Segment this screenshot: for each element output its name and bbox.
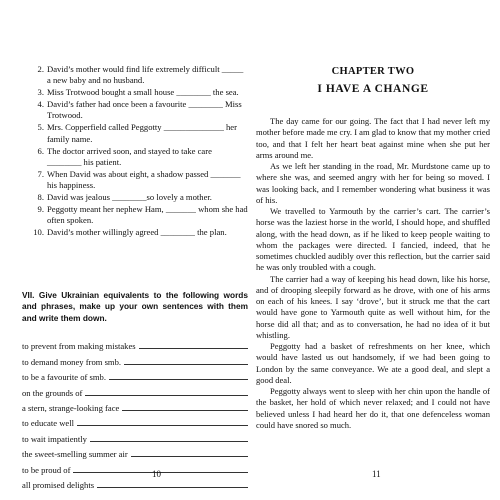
exercise-text: Peggotty meant her nephew Ham, _______ whom she had often spoken. bbox=[47, 204, 250, 226]
paragraph: The carrier had a way of keeping his head down, like his horse, and of drooping sleepily forward as he drove, with one of his arms on each of his knees. I say ‘drove’, but it struck me that the cart would have gone to Yarmouth quite as well without him, for the horse did all that; and as to conversation, he had no idea of it but whistling. bbox=[256, 273, 490, 340]
answer-line bbox=[85, 395, 248, 396]
exercise-item bbox=[22, 227, 248, 238]
chapter-body bbox=[256, 116, 490, 431]
exercise-item bbox=[22, 169, 248, 191]
paragraph: We travelled to Yarmouth by the carrier’s cart. The carrier’s horse was the laziest horse in the world, I should hope, and shuffled along, with the head down, as if he liked to keep people waiting to whom the packages were directed. I fancied, indeed, that he sometimes chuckled audibly over this reflection, but the carrier said he was only troubled with a cough. bbox=[256, 206, 490, 273]
answer-line bbox=[109, 379, 248, 380]
phrase-text: to prevent from making mistakes bbox=[22, 341, 136, 352]
exercise-text: When David was about eight, a shadow passed _______ his happiness. bbox=[47, 168, 243, 190]
exercise-number: 10. bbox=[33, 227, 44, 238]
exercise-item bbox=[22, 64, 248, 86]
page-number-right: 11 bbox=[372, 469, 381, 479]
exercise-number: 3. bbox=[37, 87, 44, 98]
exercise-text: Miss Trotwood bought a small house ________ the sea. bbox=[47, 87, 239, 98]
phrase-list bbox=[22, 336, 248, 490]
exercise-number: 7. bbox=[37, 168, 44, 179]
phrase-text: on the grounds of bbox=[22, 387, 83, 398]
exercise-number: 8. bbox=[37, 192, 44, 203]
exercise-list bbox=[22, 64, 248, 239]
paragraph: Peggotty always went to sleep with her chin upon the handle of the basket, her hold of which never relaxed; and I could not have believed unless I had heard her do it, that one defenceless woman could have snored so much. bbox=[256, 386, 490, 430]
exercise-text: David’s father had once been a favourite ________ Miss Trotwood. bbox=[47, 99, 244, 121]
chapter-label: CHAPTER TWO bbox=[331, 66, 415, 77]
answer-line bbox=[97, 487, 248, 488]
exercise-text: The doctor arrived soon, and stayed to take care ________ his patient. bbox=[47, 145, 215, 167]
exercise-item bbox=[22, 146, 248, 168]
phrase-text: a stern, strange-looking face bbox=[22, 402, 120, 413]
phrase-item bbox=[22, 351, 248, 366]
answer-line bbox=[139, 348, 248, 349]
phrase-item bbox=[22, 459, 248, 474]
answer-line bbox=[124, 364, 248, 365]
exercise-text: David was jealous ________so lovely a mother. bbox=[47, 192, 212, 203]
paragraph: As we left her standing in the road, Mr. Murdstone came up to where she was, and seemed angry with her for being so moved. I was looking back, and I remember wondering what business it was of his. bbox=[256, 161, 490, 205]
exercise-number: 5. bbox=[37, 122, 44, 133]
paragraph: Peggotty had a basket of refreshments on her knee, which would have lasted us out handsomely, if we had been going to London by the same conveyance. We ate a good deal, and slept a good deal. bbox=[256, 341, 490, 385]
exercise-item bbox=[22, 192, 248, 203]
exercise-text: Mrs. Copperfield called Peggotty ______________ her family name. bbox=[47, 122, 240, 144]
phrase-text: to wait impatiently bbox=[22, 433, 87, 444]
exercise-number: 6. bbox=[37, 145, 44, 156]
phrase-item bbox=[22, 428, 248, 443]
exercise-text: David’s mother would find life extremely difficult _____ a new baby and no husband. bbox=[47, 64, 246, 86]
exercise-number: 4. bbox=[37, 99, 44, 110]
phrase-item bbox=[22, 367, 248, 382]
page-number-left: 10 bbox=[152, 469, 161, 479]
right-page bbox=[256, 0, 490, 500]
answer-line bbox=[90, 441, 248, 442]
phrase-item bbox=[22, 475, 248, 490]
phrase-text: to demand money from smb. bbox=[22, 356, 122, 367]
answer-line bbox=[122, 410, 248, 411]
phrase-item bbox=[22, 444, 248, 459]
phrase-text: to be a favourite of smb. bbox=[22, 372, 107, 383]
paragraph: The day came for our going. The fact that I had never left my mother before made me cry. I am glad to know that my mother cried too, and that I felt her heart beat against mine when she put her arms around me. bbox=[256, 116, 490, 160]
section-heading: VII. Give Ukrainian equivalents to the following words and phrases, make up your own sentences with them and write them down. bbox=[22, 290, 248, 323]
exercise-number: 2. bbox=[37, 64, 44, 74]
left-page bbox=[22, 0, 248, 500]
answer-line bbox=[77, 425, 248, 426]
phrase-text: to educate well bbox=[22, 418, 75, 429]
exercise-text: David’s mother willingly agreed ________ the plan. bbox=[47, 227, 227, 238]
phrase-text: to be proud of bbox=[22, 464, 71, 475]
exercise-number: 9. bbox=[37, 204, 44, 215]
chapter-title: I HAVE A CHANGE bbox=[317, 83, 429, 95]
answer-line bbox=[131, 456, 248, 457]
phrase-item bbox=[22, 413, 248, 428]
exercise-item bbox=[22, 122, 248, 144]
exercise-item bbox=[22, 99, 248, 121]
phrase-text: all promised delights bbox=[22, 479, 95, 490]
exercise-item bbox=[22, 204, 248, 226]
phrase-item bbox=[22, 336, 248, 351]
exercise-item bbox=[22, 87, 248, 98]
phrase-item bbox=[22, 382, 248, 397]
phrase-item bbox=[22, 398, 248, 413]
phrase-text: the sweet-smelling summer air bbox=[22, 449, 128, 460]
